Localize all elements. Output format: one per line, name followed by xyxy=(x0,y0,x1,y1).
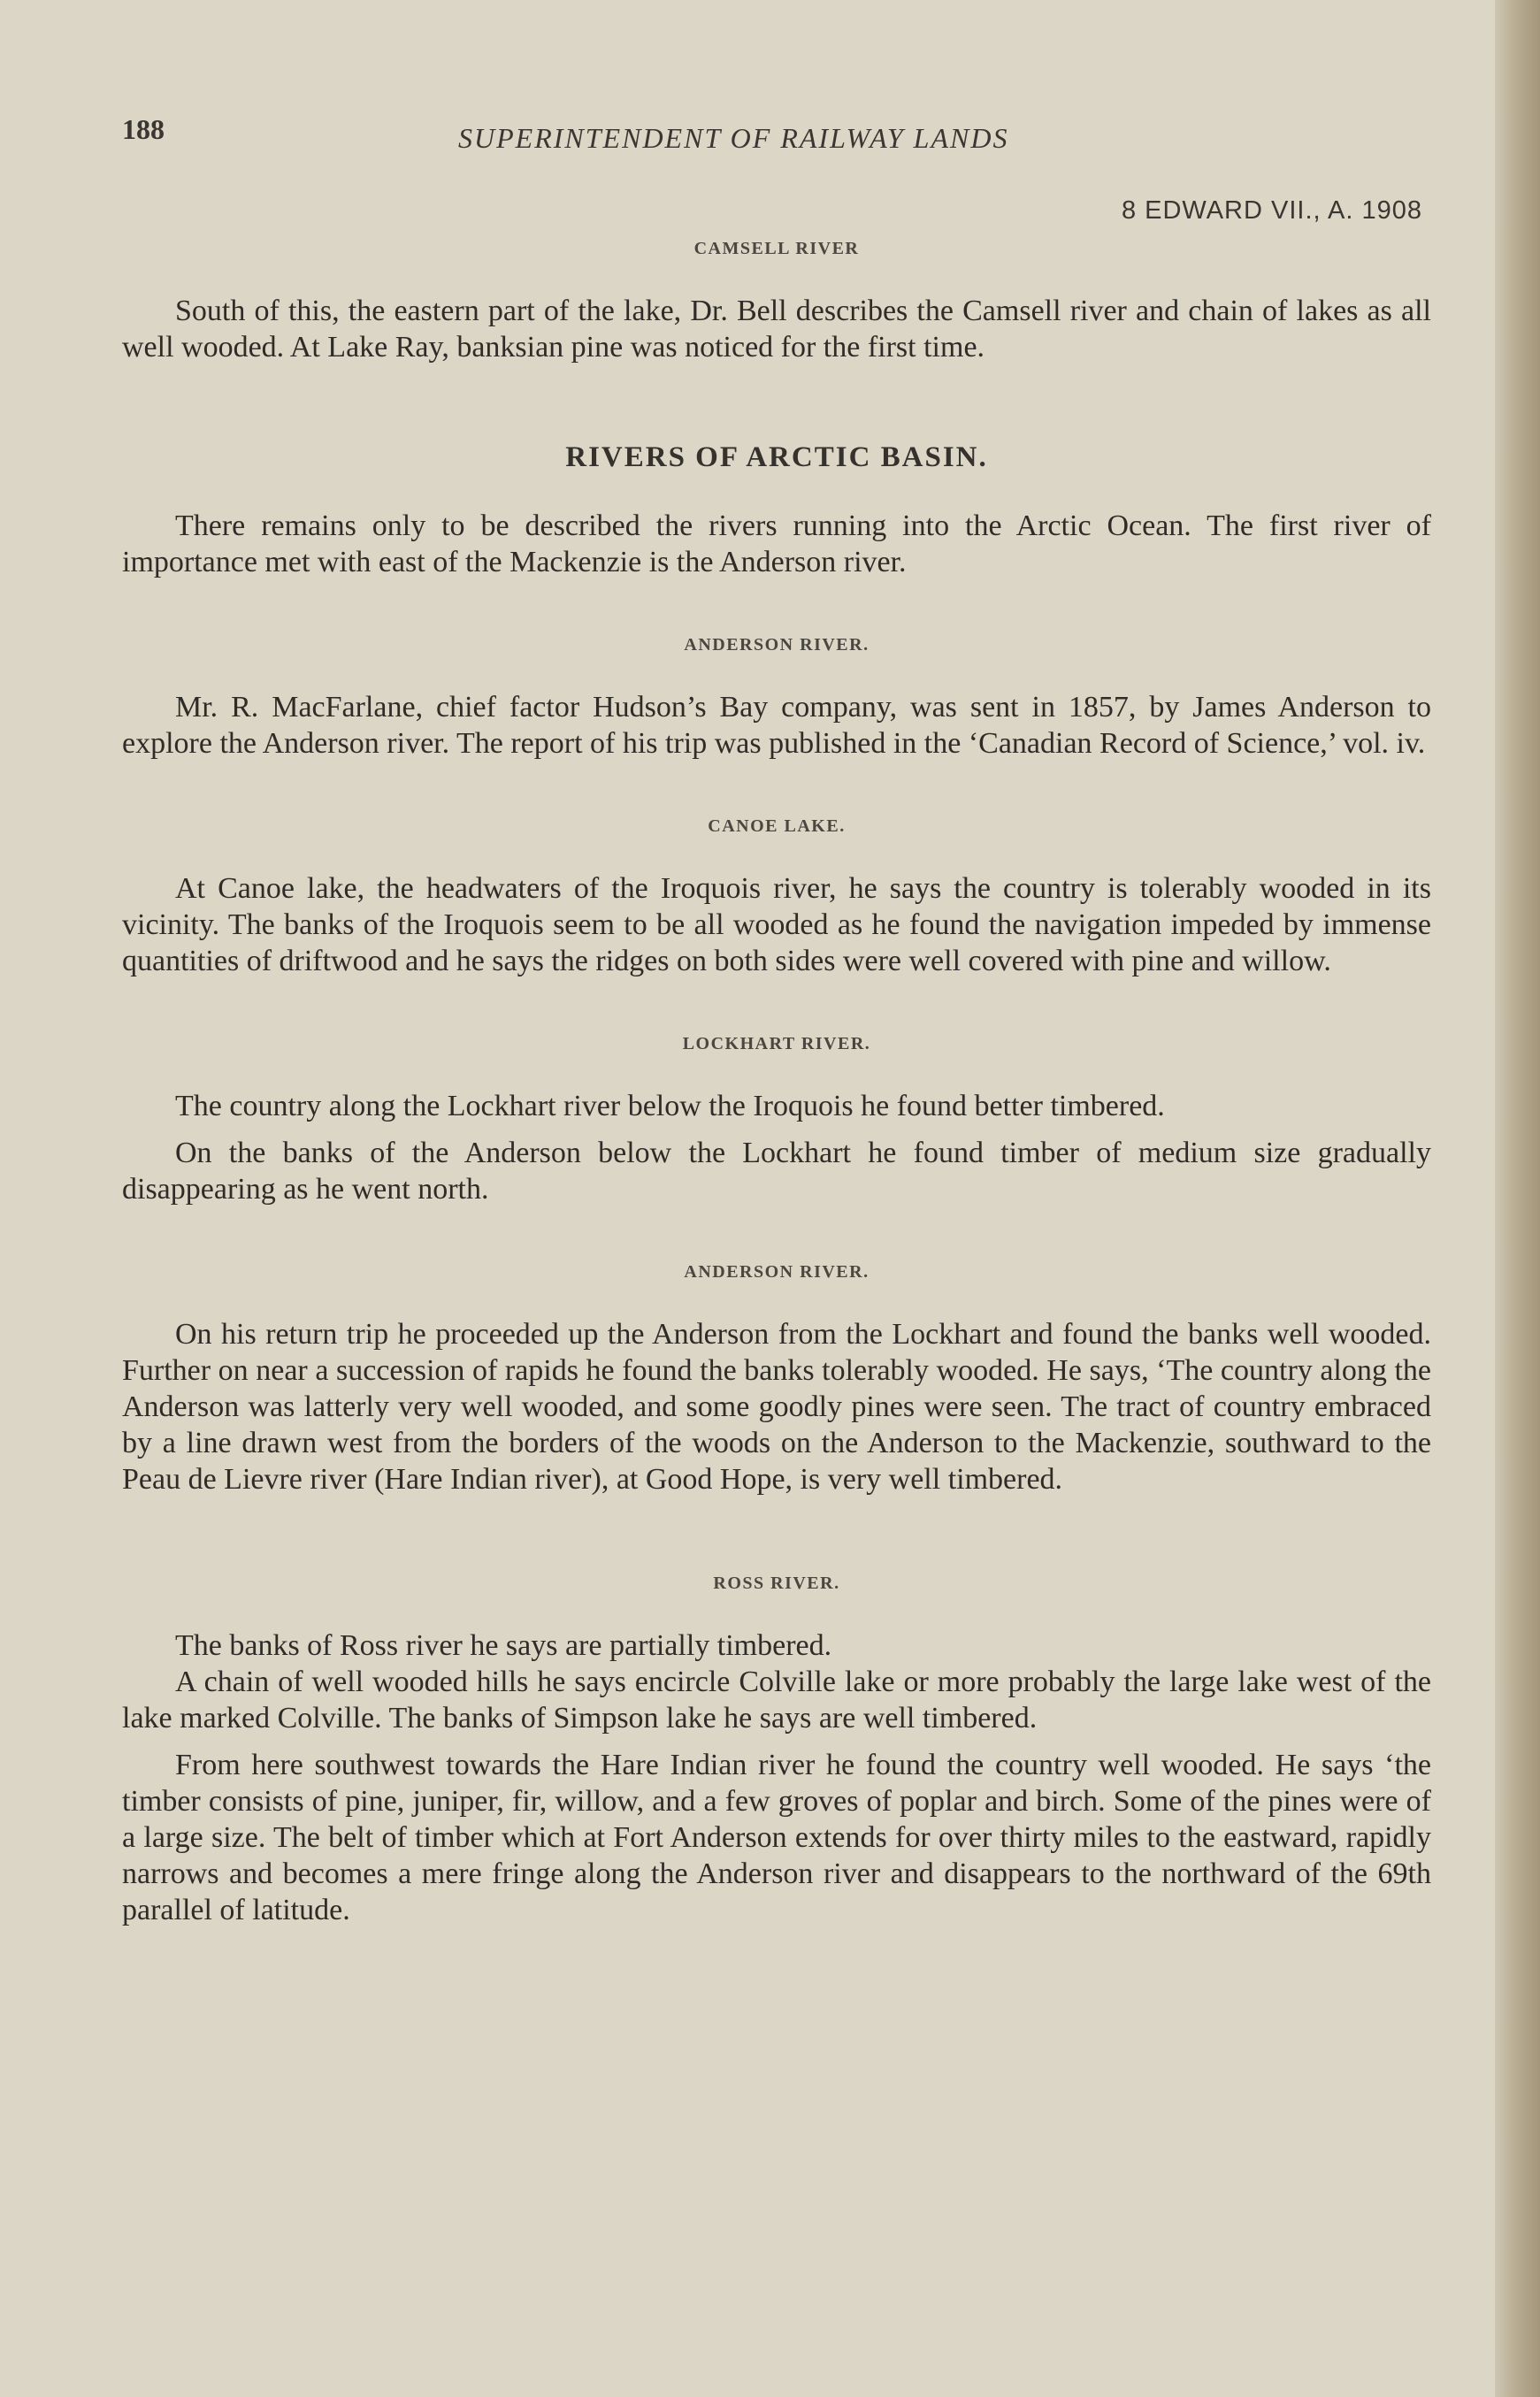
paragraph-ross-river-2: A chain of well wooded hills he says encircle Colville lake or more probably the large lake west of the lake marked Colville. The banks of Simpson lake he says are well timbered. xyxy=(122,1666,1431,1735)
section-heading-lockhart-river: LOCKHART RIVER. xyxy=(682,1034,871,1053)
paragraph-ross-river-3: From here southwest towards the Hare Indian river he found the country well wooded. He says ‘the timber consists of pine, juniper, fir, willow, and a few groves of poplar and birch. Some of the pines were of a large size. The belt of timber which at Fort Anderson extends for over thirty miles to the eastward, rapidly narrows and becomes a mere fringe along the Anderson river and disappears to the northward of the 69th parallel of latitude. xyxy=(122,1749,1431,1926)
section-heading-ross-river: ROSS RIVER. xyxy=(713,1574,840,1593)
paragraph-anderson-river-return: On his return trip he proceeded up the Anderson from the Lockhart and found the banks well wooded. Further on near a succession of rapids he found the banks tolerably wooded. He says, ‘The country along the Anderson was latterly very well wooded, and some goodly pines were seen. The tract of country embraced by a line drawn west from the borders of the woods on the Anderson to the Mackenzie, southward to the Peau de Lievre river (Hare Indian river), at Good Hope, is very well timbered. xyxy=(122,1318,1431,1496)
page-body xyxy=(122,239,1431,1928)
section-heading-camsell-river: CAMSELL RIVER xyxy=(693,239,860,258)
paragraph-lockhart-river-1: The country along the Lockhart river below the Iroquois he found better timbered. xyxy=(175,1090,1165,1122)
paragraph-arctic-basin: There remains only to be described the rivers running into the Arctic Ocean. The first river of importance met with east of the Mackenzie is the Anderson river. xyxy=(122,509,1431,578)
chapter-heading-arctic-basin: RIVERS OF ARCTIC BASIN. xyxy=(565,441,988,473)
section-heading-anderson-river-return: ANDERSON RIVER. xyxy=(684,1262,870,1282)
paragraph-lockhart-river-2: On the banks of the Anderson below the Lockhart he found timber of medium size gradually disappearing as he went north. xyxy=(122,1137,1431,1206)
paragraph-anderson-river: Mr. R. MacFarlane, chief factor Hudson’s Bay company, was sent in 1857, by James Anderson to explore the Anderson river. The report of his trip was published in the ‘Canadian Record of Science,’ vol. iv. xyxy=(122,691,1431,760)
running-head: SUPERINTENDENT OF RAILWAY LANDS xyxy=(458,122,1009,154)
paragraph-ross-river-1: The banks of Ross river he says are partially timbered. xyxy=(175,1629,832,1662)
page-number: 188 xyxy=(122,113,165,145)
paragraph-canoe-lake: At Canoe lake, the headwaters of the Iroquois river, he says the country is tolerably wooded in its vicinity. The banks of the Iroquois seem to be all wooded as he found the navigation impeded by immense quantities of driftwood and he says the ridges on both sides were well covered with pine and willow. xyxy=(122,872,1431,977)
book-spine-shadow xyxy=(1495,0,1540,2397)
section-heading-anderson-river: ANDERSON RIVER. xyxy=(684,635,870,655)
session-reference: 8 EDWARD VII., A. 1908 xyxy=(1121,196,1422,225)
section-heading-canoe-lake: CANOE LAKE. xyxy=(708,816,846,836)
page-header xyxy=(122,113,1431,225)
paragraph-camsell-river: South of this, the eastern part of the lake, Dr. Bell describes the Camsell river and chain of lakes as all well wooded. At Lake Ray, banksian pine was noticed for the first time. xyxy=(122,295,1431,364)
